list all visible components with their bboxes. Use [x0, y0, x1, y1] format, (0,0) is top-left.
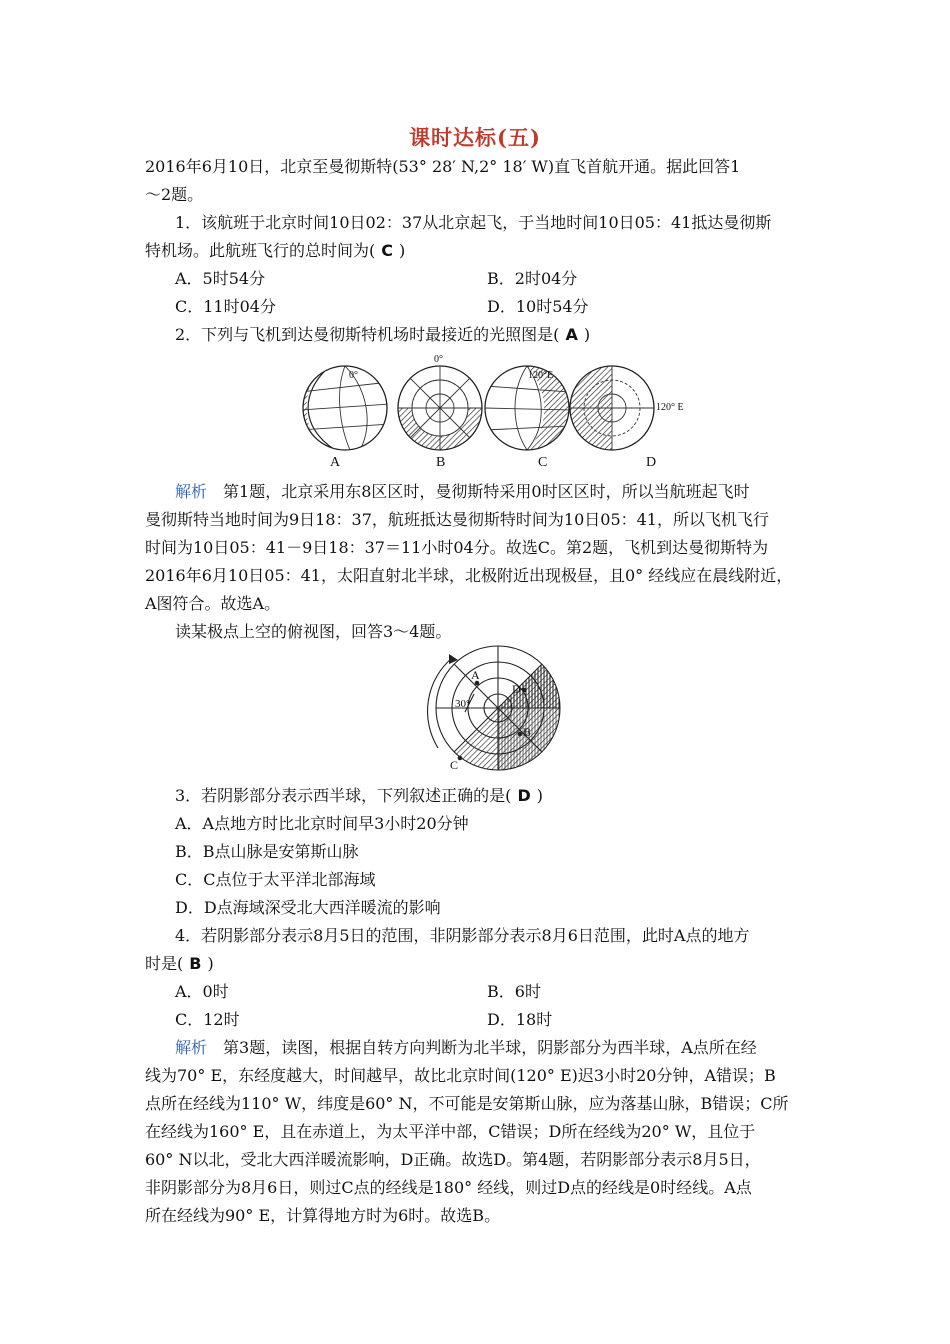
polar-label-c: C [450, 758, 459, 772]
analysis2-line-7: 所在经线为90° E，计算得地方时为6时。故选B。 [145, 1206, 501, 1225]
q1-option-a: A．5时54分 [175, 269, 266, 288]
analysis1-line-2: 曼彻斯特当地时间为9日18：37，航班抵达曼彻斯特时间为10日05：41，所以飞机飞行 [145, 510, 769, 529]
polar-label-b: B [523, 725, 532, 739]
globe-a [300, 366, 390, 450]
q2-close: ) [583, 325, 591, 344]
q2-answer: A [565, 325, 578, 344]
q4-stem-1: 4．若阴影部分表示8月5日的范围，非阴影部分表示8月6日范围，此时A点的地方 [175, 926, 750, 945]
q1-answer: C [381, 241, 393, 260]
analysis2-line-5: 60° N以北，受北大西洋暖流影响，D正确。故选D。第4题，若阴影部分表示8月5日， [145, 1150, 761, 1169]
analysis2-tag: 解析 [175, 1038, 208, 1057]
analysis2-line-1 [175, 1038, 845, 1058]
q3-option-d: D．D点海域深受北大西洋暖流的影响 [175, 898, 441, 917]
globe-d [570, 366, 654, 450]
q4-option-b: B．6时 [487, 982, 541, 1001]
q4-option-c: C．12时 [175, 1010, 240, 1029]
globe-a-mark: 0° [349, 370, 358, 381]
intro-line-1: 2016年6月10日，北京至曼彻斯特(53° 28′ N,2° 18′ W)直飞首航开通。据此回答1 [145, 157, 741, 176]
q1-stem-text: 特机场。此航班飞行的总时间为( [145, 241, 376, 260]
q1-option-c: C．11时04分 [175, 297, 276, 316]
q1-close: ) [399, 241, 406, 260]
figure-label-c: C [538, 455, 548, 470]
q3-answer: D [517, 786, 531, 805]
q4-close: ) [207, 954, 214, 973]
q4-option-d: D．18时 [487, 1010, 553, 1029]
q3-close: ) [536, 786, 543, 805]
analysis1-line-4: 2016年6月10日05：41，太阳直射北半球，北极附近出现极昼，且0° 经线应在晨线附近， [145, 566, 793, 585]
q2-stem [175, 325, 845, 345]
q2-stem-text: 2．下列与飞机到达曼彻斯特机场时最接近的光照图是( [175, 325, 560, 344]
analysis2-text-1: 第3题，读图，根据自转方向判断为北半球，阴影部分为西半球，A点所在经 [223, 1038, 757, 1057]
read-prompt: 读某极点上空的俯视图，回答3～4题。 [175, 622, 452, 641]
figure-label-d: D [646, 455, 657, 470]
analysis1-tag: 解析 [175, 482, 208, 501]
q1-stem-2 [145, 241, 815, 261]
polar-label-30: 30° [455, 698, 471, 710]
q3-stem-text: 3．若阴影部分表示西半球，下列叙述正确的是( [175, 786, 512, 805]
q3-option-b: B．B点山脉是安第斯山脉 [175, 842, 359, 861]
q4-stem-2 [145, 954, 815, 974]
q3-stem [175, 786, 845, 806]
globe-b [398, 366, 482, 450]
q4-stem-text: 时是( [145, 954, 184, 973]
polar-label-a: A [471, 668, 480, 682]
analysis2-line-3: 点所在经线为110° W，纬度是60° N，不可能是安第斯山脉，应为落基山脉，B错误；C所 [145, 1094, 789, 1113]
polar-label-d: D [512, 682, 521, 696]
lighting-diagrams [0, 352, 950, 472]
page-title: 课时达标(五) [409, 125, 541, 150]
globe-b-mark: 0° [434, 354, 443, 365]
analysis1-line-1 [175, 482, 845, 502]
globe-c-mark: 120°E [528, 370, 554, 381]
q4-option-a: A．0时 [175, 982, 229, 1001]
analysis1-text-1: 第1题，北京采用东8区区时，曼彻斯特采用0时区区时，所以当航班起飞时 [223, 482, 750, 501]
q1-stem-1: 1．该航班于北京时间10日02：37从北京起飞，于当地时间10日05：41抵达曼彻斯 [175, 213, 772, 232]
intro-line-2: ～2题。 [145, 185, 204, 204]
analysis1-line-5: A图符合。故选A。 [145, 594, 281, 613]
analysis1-line-3: 时间为10日05：41－9日18：37＝11小时04分。故选C。第2题，飞机到达曼彻斯特为 [145, 538, 769, 557]
analysis2-line-6: 非阴影部分为8月6日，则过C点的经线是180° 经线，则过D点的经线是0时经线。A点 [145, 1178, 752, 1197]
figure-label-b: B [436, 455, 446, 470]
globe-d-mark: 120° E [656, 402, 684, 413]
figure-label-a: A [330, 455, 341, 470]
q3-option-c: C．C点位于太平洋北部海域 [175, 870, 376, 889]
analysis2-line-2: 线为70° E，东经度越大，时间越早，故比北京时间(120° E)迟3小时20分钟，A错误；B [145, 1066, 776, 1085]
analysis2-line-4: 在经线为160° E，且在赤道上，为太平洋中部，C错误；D所在经线为20° W，且位于 [145, 1122, 756, 1141]
q3-option-a: A．A点地方时比北京时间早3小时20分钟 [175, 814, 469, 833]
q1-option-b: B．2时04分 [487, 269, 578, 288]
q4-answer: B [189, 954, 202, 973]
q1-option-d: D．10时54分 [487, 297, 589, 316]
